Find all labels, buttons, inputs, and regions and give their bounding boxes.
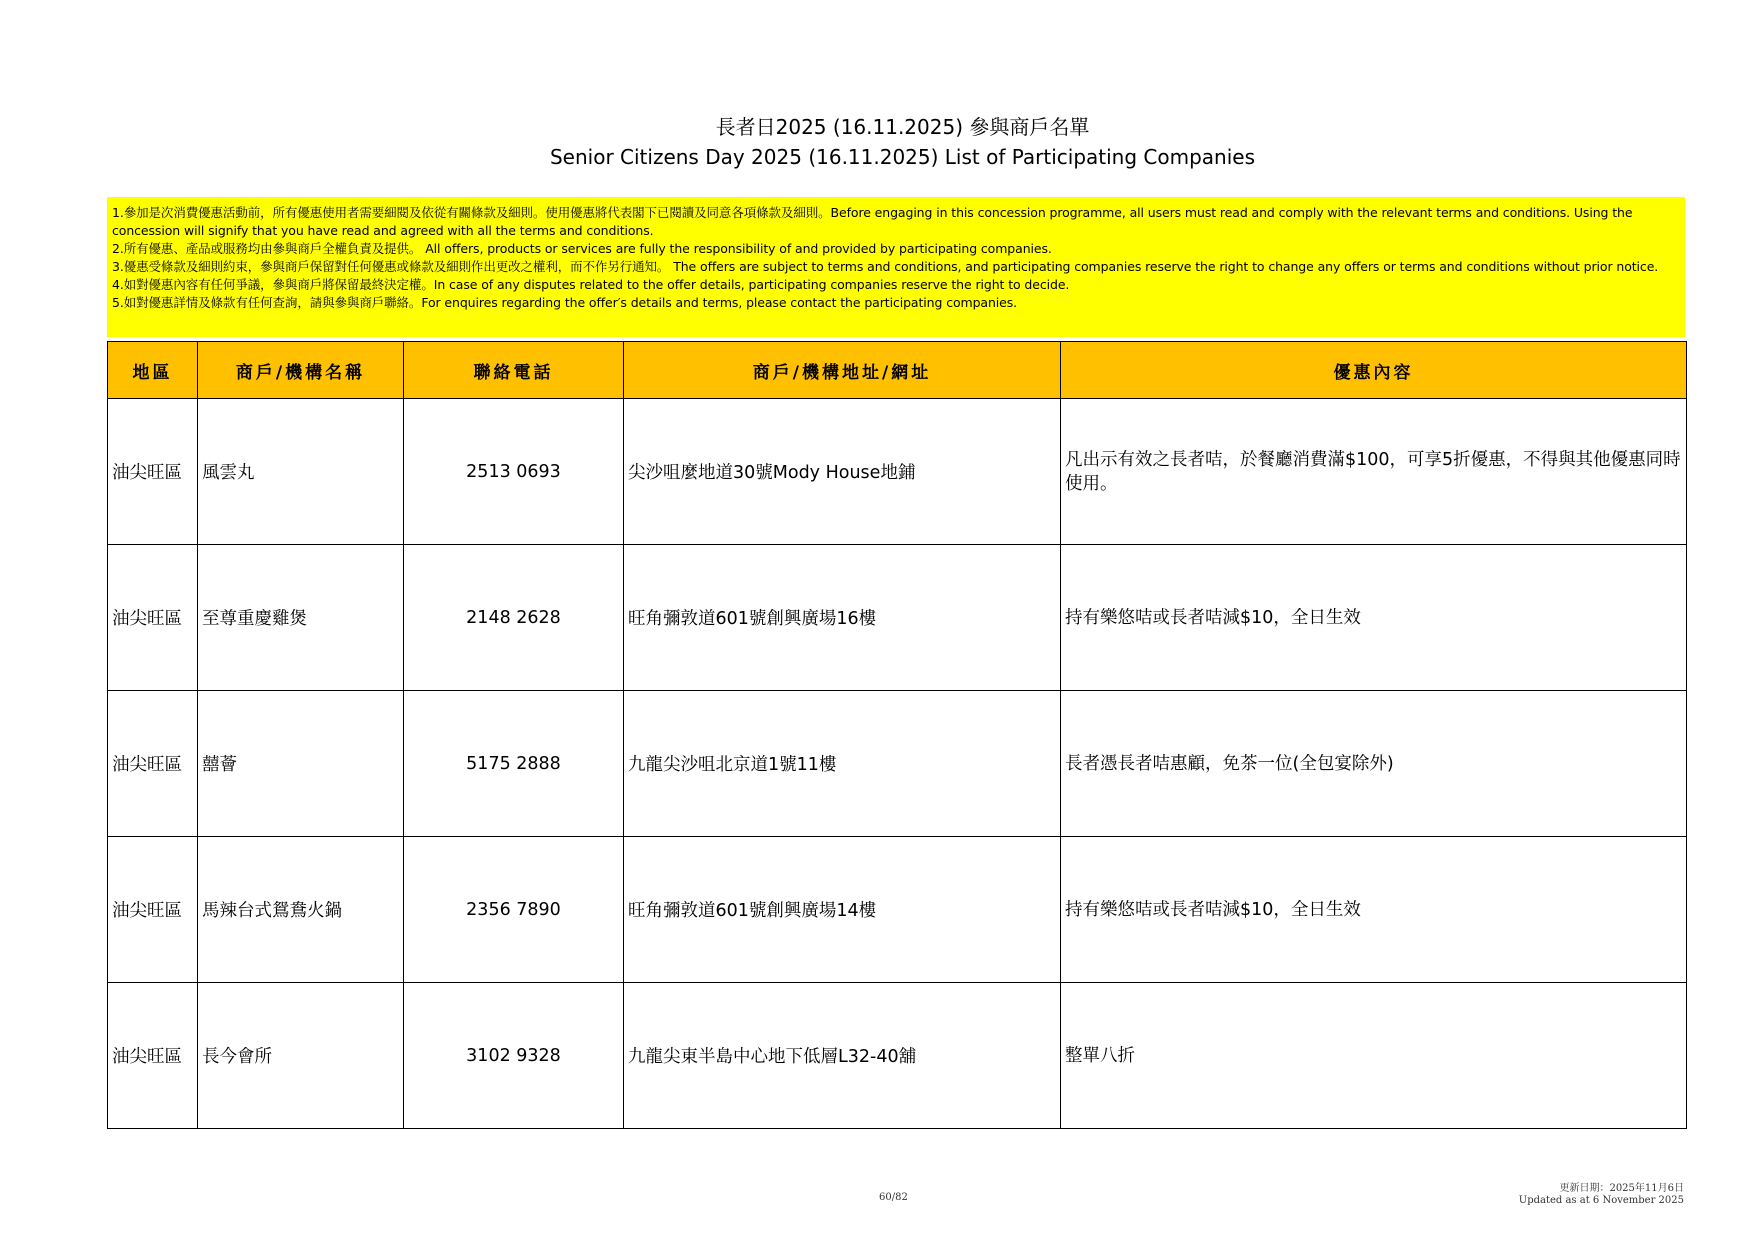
cell-company-name: 長今會所 [198, 983, 404, 1129]
page-title [0, 112, 1755, 172]
cell-company-name: 風雲丸 [198, 399, 404, 545]
table-row [108, 399, 1687, 545]
cell-address: 九龍尖東半島中心地下低層L32-40舖 [624, 983, 1061, 1129]
cell-offer: 長者憑長者咭惠顧，免茶一位(全包宴除外) [1061, 691, 1687, 837]
table-row [108, 691, 1687, 837]
title-chinese: 長者日2025 (16.11.2025) 參與商戶名單 [715, 115, 1090, 139]
cell-offer: 整單八折 [1061, 983, 1687, 1129]
update-date [1519, 1183, 1684, 1207]
terms-notice [107, 197, 1685, 337]
cell-offer: 持有樂悠咭或長者咭減$10，全日生效 [1061, 545, 1687, 691]
table-row [108, 837, 1687, 983]
cell-phone: 3102 9328 [404, 983, 624, 1129]
page-number: 60/82 [879, 1192, 908, 1203]
cell-company-name: 囍薈 [198, 691, 404, 837]
cell-district: 油尖旺區 [108, 837, 198, 983]
cell-company-name: 馬辣台式鴛鴦火鍋 [198, 837, 404, 983]
header-address: 商戶/機構地址/網址 [624, 342, 1061, 399]
cell-district: 油尖旺區 [108, 545, 198, 691]
notice-item: 1.參加是次消費優惠活動前，所有優惠使用者需要細閱及依從有關條款及細則。使用優惠將代表閣下已閱讀及同意各項條款及細則。Before engaging in this concession programme, all users must read and comply with the relevant terms and conditions. Using the concession will signify that you have read and agreed with all the terms and conditions. [112, 205, 1633, 238]
header-phone: 聯絡電話 [404, 342, 624, 399]
table-row [108, 545, 1687, 691]
cell-phone: 2513 0693 [404, 399, 624, 545]
cell-address: 旺角彌敦道601號創興廣場16樓 [624, 545, 1061, 691]
cell-address: 尖沙咀麼地道30號Mody House地鋪 [624, 399, 1061, 545]
update-date-english: Updated as at 6 November 2025 [1518, 1195, 1684, 1206]
table-row [108, 983, 1687, 1129]
notice-item: 4.如對優惠內容有任何爭議，參與商戶將保留最終決定權。In case of any disputes related to the offer details, participating companies reserve the right to decide. [112, 277, 1070, 292]
notice-item: 2.所有優惠、產品或服務均由參與商戶全權負責及提供。 All offers, products or services are fully the responsibility of and provided by participating companies. [112, 241, 1052, 256]
cell-district: 油尖旺區 [108, 691, 198, 837]
header-district: 地區 [108, 342, 198, 399]
title-english: Senior Citizens Day 2025 (16.11.2025) List of Participating Companies [549, 145, 1256, 169]
cell-phone: 5175 2888 [404, 691, 624, 837]
update-date-chinese: 更新日期：2025年11月6日 [1559, 1183, 1684, 1194]
cell-offer: 持有樂悠咭或長者咭減$10，全日生效 [1061, 837, 1687, 983]
cell-phone: 2148 2628 [404, 545, 624, 691]
table-header-row [108, 342, 1687, 399]
header-company-name: 商戶/機構名稱 [198, 342, 404, 399]
notice-item: 3.優惠受條款及細則約束，參與商戶保留對任何優惠或條款及細則作出更改之權利，而不作另行通知。 The offers are subject to terms and conditions, and participating companies reserve the right to change any offers or terms and conditions without prior notice. [112, 259, 1659, 274]
cell-district: 油尖旺區 [108, 399, 198, 545]
cell-offer: 凡出示有效之長者咭，於餐廳消費滿$100，可享5折優惠，不得與其他優惠同時使用。 [1061, 399, 1687, 545]
cell-address: 九龍尖沙咀北京道1號11樓 [624, 691, 1061, 837]
header-offer: 優惠內容 [1061, 342, 1687, 399]
cell-company-name: 至尊重慶雞煲 [198, 545, 404, 691]
participating-companies-table [107, 341, 1687, 1129]
cell-district: 油尖旺區 [108, 983, 198, 1129]
notice-item: 5.如對優惠詳情及條款有任何查詢，請與參與商戶聯絡。For enquires regarding the offer′s details and terms, please contact the participating companies. [112, 295, 1018, 310]
cell-phone: 2356 7890 [404, 837, 624, 983]
cell-address: 旺角彌敦道601號創興廣場14樓 [624, 837, 1061, 983]
